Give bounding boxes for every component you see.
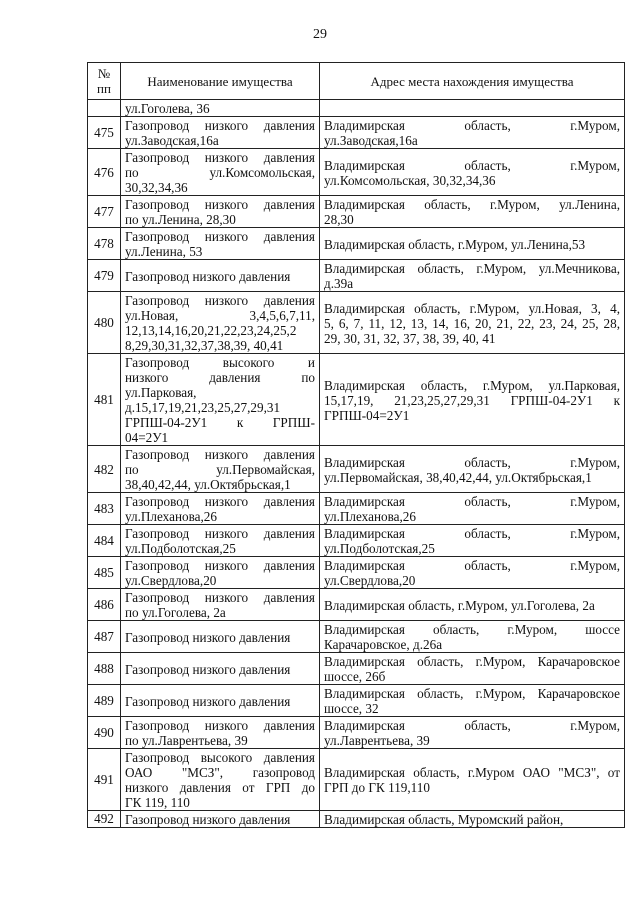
table-row [88,685,625,717]
property-name-line: низкого давления от ГРП до [125,780,315,795]
property-name-line: ГК 119, 110 [125,795,190,810]
property-name-line: Газопровод низкого давления [125,197,315,212]
property-name [121,557,320,589]
property-name-line: ул.Плеханова,26 [125,509,217,524]
property-address [320,354,625,446]
property-table [87,62,625,828]
table-row [88,493,625,525]
property-name [121,228,320,260]
property-name [121,260,320,292]
property-address-line: ГРПШ-04=2У1 [324,407,410,423]
property-name-line: д.15,17,19,21,23,25,27,29,31 [125,400,281,415]
property-address-line: ул.Заводская,16а [324,133,418,148]
property-name-line: Газопровод низкого давления [125,268,291,284]
property-name-line: по ул.Ленина, 28,30 [125,212,236,227]
property-address [320,260,625,292]
property-name-line: ул.Подболотская,25 [125,541,236,556]
property-name-line: Газопровод низкого давления [125,558,315,573]
property-address-line: Владимирская область, г.Муром, ул.Мечникова, [324,261,620,276]
property-name-line: ул.Заводская,16а [125,133,219,148]
property-name-line: ул.Парковая, [125,385,197,400]
property-name-line: по ул.Комсомольская, [125,165,315,180]
property-address [320,100,625,117]
property-name-line: 12,13,14,16,20,21,22,23,24,25,2 [125,323,297,338]
row-number: 481 [88,354,121,446]
row-number: 489 [88,685,121,717]
property-address-line: Владимирская область, г.Муром, Карачаровское [324,654,620,669]
table-row [88,446,625,493]
property-address [320,228,625,260]
property-address-line: Владимирская область, г.Муром ОАО "МСЗ", от [324,765,620,780]
header-number-label: № пп [97,66,111,96]
property-address-line: Владимирская область, г.Муром, ул.Ленина, [324,197,620,212]
property-name-line: Газопровод низкого давления [125,661,291,677]
property-name-line: 04=2У1 [125,430,169,445]
table-row [88,228,625,260]
property-name-line: ул.Ленина, 53 [125,244,203,259]
property-address-line: Владимирская область, Муромский район, [324,812,564,827]
property-name-line: Газопровод низкого давления [125,447,315,462]
property-address-line: ГРП до ГК 119,110 [324,780,430,795]
property-name [121,354,320,446]
property-name-line: ул.Новая, 3,4,5,6,7,11, [125,308,315,323]
property-name-line: Газопровод низкого давления [125,494,315,509]
property-address [320,589,625,621]
row-number: 483 [88,493,121,525]
property-address-line: Карачаровское, д.26а [324,637,443,652]
property-address-line: Владимирская область, г.Муром, ул.Гоголева, 2а [324,597,595,613]
row-number: 488 [88,653,121,685]
property-address-line: ул.Подболотская,25 [324,541,435,556]
property-address [320,196,625,228]
property-address [320,621,625,653]
table-row [88,557,625,589]
property-address-line: Владимирская область, г.Муром, [324,558,620,573]
property-name [121,493,320,525]
table-row [88,525,625,557]
row-number: 475 [88,117,121,149]
property-address [320,653,625,685]
property-address-line: ул.Комсомольская, 30,32,34,36 [324,172,496,188]
property-address [320,749,625,811]
property-name-line: Газопровод низкого давления [125,590,315,605]
row-number: 480 [88,292,121,354]
property-address-line: Владимирская область, г.Муром, ул.Ленина,53 [324,236,586,252]
property-name-line: 30,32,34,36 [125,180,188,195]
property-name-line: Газопровод низкого давления [125,526,315,541]
property-name [121,196,320,228]
property-address-line: Владимирская область, г.Муром, ул.Новая, 3, 4, [324,300,620,316]
property-address-line: Владимирская область, г.Муром, ул.Парковая, [324,377,620,393]
property-address [320,811,625,828]
property-name [121,589,320,621]
property-address-line: д.39а [324,276,354,291]
row-number: 479 [88,260,121,292]
property-address-line: ул.Свердлова,20 [324,573,416,588]
property-address [320,292,625,354]
property-address-line: Владимирская область, г.Муром, Карачаровское [324,686,620,701]
property-address-line: 15,17,19, 21,23,25,27,29,31 ГРПШ-04-2У1 к [324,392,620,408]
table-row [88,589,625,621]
table-row [88,811,625,828]
page-number: 29 [313,27,327,42]
property-name-line: Газопровод низкого давления [125,293,315,308]
property-name [121,749,320,811]
property-name-line: Газопровод высокого и [125,355,315,370]
row-number: 478 [88,228,121,260]
table-row [88,749,625,811]
property-name [121,525,320,557]
property-address-line: Владимирская область, г.Муром, [324,118,620,133]
property-address-line: Владимирская область, г.Муром, [324,157,620,173]
table-row [88,196,625,228]
property-name [121,685,320,717]
property-name [121,811,320,828]
property-address-line: ул.Лаврентьева, 39 [324,733,430,748]
header-number [88,63,121,100]
property-name-line: Газопровод низкого давления [125,229,315,244]
property-address [320,493,625,525]
row-number: 487 [88,621,121,653]
property-address [320,685,625,717]
property-address-line: Владимирская область, г.Муром, [324,526,620,541]
property-address-line: Владимирская область, г.Муром, [324,494,620,509]
property-address-line: 28,30 [324,212,354,227]
property-name [121,621,320,653]
table-row [88,117,625,149]
table-header-row [88,63,625,100]
property-address-line: Владимирская область, г.Муром, шоссе [324,622,620,637]
property-address [320,446,625,493]
property-name-line: Газопровод низкого давления [125,718,315,733]
property-name-line: по ул.Гоголева, 2а [125,605,226,620]
property-name [121,446,320,493]
property-name-line: 8,29,30,31,32,37,38,39, 40,41 [125,338,284,353]
property-name [121,717,320,749]
table-row [88,149,625,196]
table-row [88,260,625,292]
row-number: 491 [88,749,121,811]
property-address-line: 29, 30, 31, 32, 37, 38, 39, 40, 41 [324,330,496,346]
property-name-line: по ул.Первомайская, [125,462,315,477]
property-name-line: ГРПШ-04-2У1 к ГРПШ- [125,415,315,430]
property-address-line: Владимирская область, г.Муром, [324,454,620,470]
row-number: 485 [88,557,121,589]
property-name-line: по ул.Лаврентьева, 39 [125,733,248,748]
property-name-line: ОАО "МСЗ", газопровод [125,765,315,780]
property-address [320,149,625,196]
table-row [88,717,625,749]
property-name-line: Газопровод низкого давления [125,812,291,827]
property-address [320,717,625,749]
property-name [121,149,320,196]
row-number [88,100,121,117]
header-name: Наименование имущества [121,63,320,100]
property-name-line: низкого давления по [125,370,315,385]
row-number: 477 [88,196,121,228]
row-number: 490 [88,717,121,749]
property-address-line: ул.Первомайская, 38,40,42,44, ул.Октябрьская,1 [324,469,592,485]
property-name-line: Газопровод низкого давления [125,693,291,709]
header-address: Адрес места нахождения имущества [320,63,625,100]
property-address [320,557,625,589]
row-number: 482 [88,446,121,493]
property-address [320,525,625,557]
property-address-line: ул.Плеханова,26 [324,509,416,524]
property-name-line: Газопровод высокого давления [125,750,315,765]
row-number: 476 [88,149,121,196]
property-name [121,117,320,149]
property-name-line: Газопровод низкого давления [125,150,315,165]
row-number: 486 [88,589,121,621]
property-address-line: Владимирская область, г.Муром, [324,718,620,733]
row-number: 484 [88,525,121,557]
property-name-line: Газопровод низкого давления [125,118,315,133]
property-address-line: шоссе, 26б [324,669,386,684]
property-name-line: ул.Гоголева, 36 [125,101,210,116]
property-name [121,100,320,117]
property-name-line: Газопровод низкого давления [125,629,291,645]
property-name-line: 38,40,42,44, ул.Октябрьская,1 [125,477,291,492]
property-name [121,653,320,685]
table-row [88,292,625,354]
property-name-line: ул.Свердлова,20 [125,573,217,588]
row-number: 492 [88,811,121,828]
table-row [88,653,625,685]
property-address [320,117,625,149]
table-row [88,621,625,653]
table-row [88,100,625,117]
property-address-line: 5, 6, 7, 11, 12, 13, 14, 16, 20, 21, 22, 23, 24, 25, 28, [324,315,620,331]
property-address-line: шоссе, 32 [324,701,379,716]
table-row [88,354,625,446]
property-name [121,292,320,354]
